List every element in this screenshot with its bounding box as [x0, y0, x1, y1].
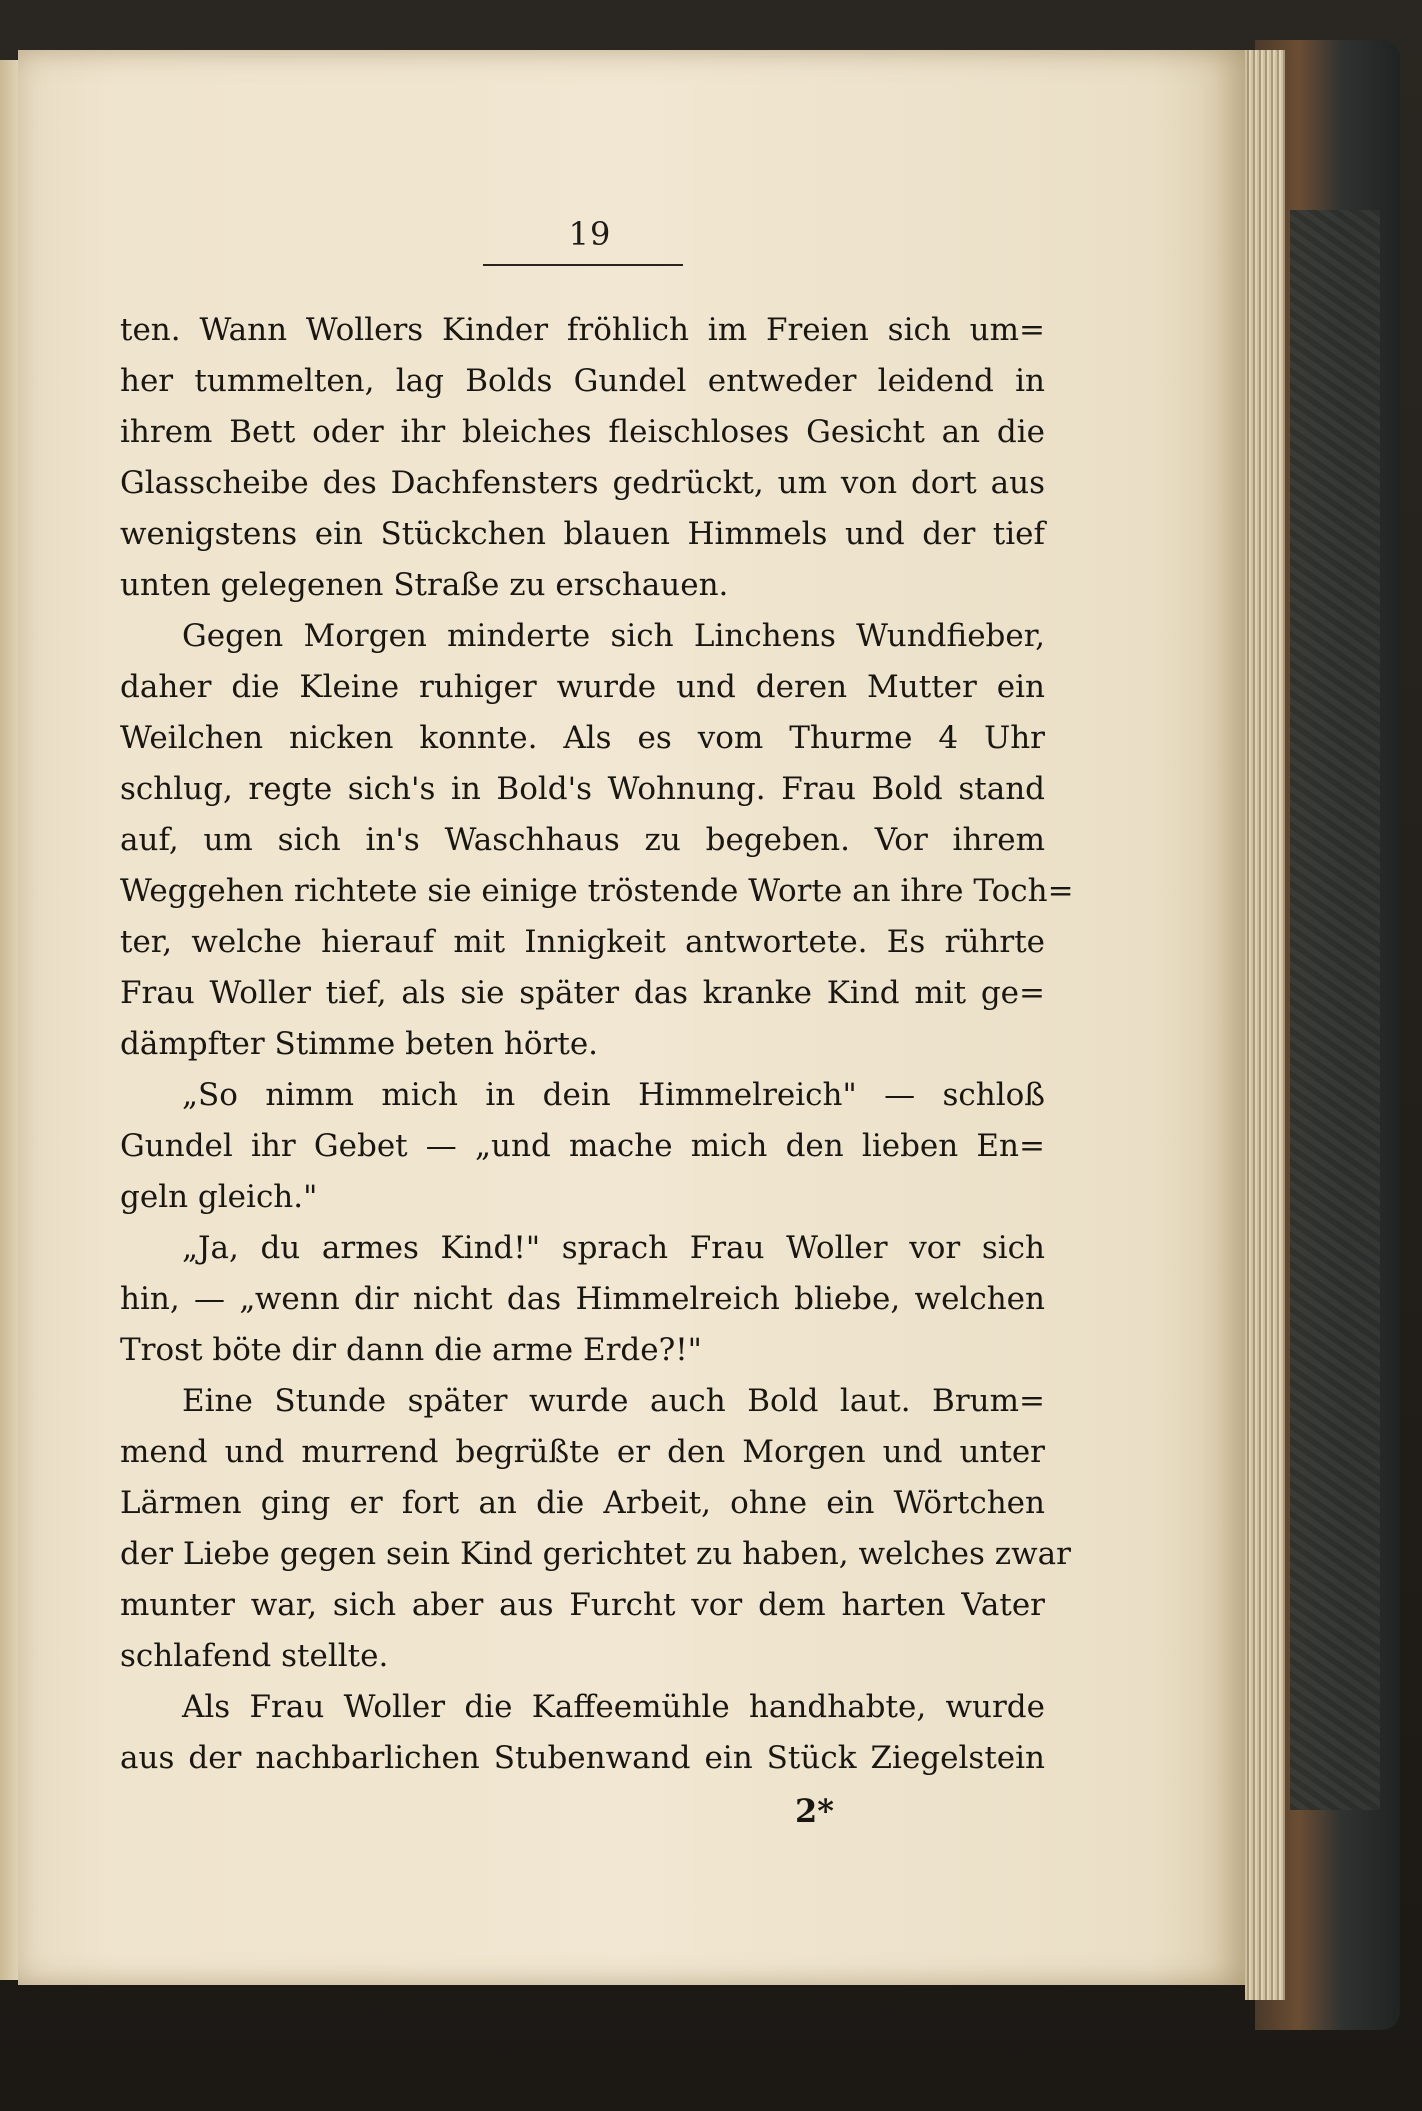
- text-line: unten gelegenen Straße zu erschauen.: [120, 567, 729, 603]
- text-line: munter war, sich aber aus Furcht vor dem harten Vater: [120, 1587, 1045, 1623]
- text-line: dämpfter Stimme beten hörte.: [120, 1026, 599, 1062]
- text-line: Als Frau Woller die Kaffeemühle handhabte, wurde: [182, 1689, 1045, 1725]
- text-line: Weilchen nicken konnte. Als es vom Thurme 4 Uhr: [120, 720, 1045, 756]
- text-line: auf, um sich in's Waschhaus zu begeben. Vor ihrem: [120, 822, 1045, 858]
- text-line: mend und murrend begrüßte er den Morgen und unter: [120, 1434, 1045, 1470]
- text-line: daher die Kleine ruhiger wurde und deren Mutter ein: [120, 669, 1045, 705]
- text-line: der Liebe gegen sein Kind gerichtet zu haben, welches zwar: [120, 1536, 1071, 1572]
- text-line: Glasscheibe des Dachfensters gedrückt, um von dort aus: [120, 465, 1045, 501]
- text-line: schlafend stellte.: [120, 1638, 389, 1674]
- text-line: Weggehen richtete sie einige tröstende Worte an ihre Toch=: [120, 873, 1074, 909]
- text-line: Trost böte dir dann die arme Erde?!": [120, 1332, 702, 1368]
- text-line: ter, welche hierauf mit Innigkeit antwortete. Es rührte: [120, 924, 1045, 960]
- text-line: wenigstens ein Stückchen blauen Himmels und der tief: [120, 516, 1045, 552]
- text-line: ihrem Bett oder ihr bleiches fleischloses Gesicht an die: [120, 414, 1045, 450]
- text-line: geln gleich.": [120, 1179, 318, 1215]
- text-line: her tummelten, lag Bolds Gundel entweder leidend in: [120, 363, 1045, 399]
- text-line: schlug, regte sich's in Bold's Wohnung. Frau Bold stand: [120, 771, 1045, 807]
- body-text: [120, 305, 1074, 1784]
- header-rule: [483, 264, 683, 266]
- text-line: Gundel ihr Gebet — „und mache mich den lieben En=: [120, 1128, 1045, 1164]
- text-line: Lärmen ging er fort an die Arbeit, ohne ein Wörtchen: [120, 1485, 1045, 1521]
- text-line: aus der nachbarlichen Stubenwand ein Stück Ziegelstein: [120, 1740, 1045, 1776]
- text-line: „Ja, du armes Kind!" sprach Frau Woller vor sich: [182, 1230, 1045, 1266]
- text-line: Gegen Morgen minderte sich Linchens Wundfieber,: [182, 618, 1045, 654]
- text-line: „So nimm mich in dein Himmelreich" — schloß: [182, 1077, 1045, 1113]
- text-line: Eine Stunde später wurde auch Bold laut. Brum=: [182, 1383, 1045, 1419]
- text-line: Frau Woller tief, als sie später das kranke Kind mit ge=: [120, 975, 1045, 1011]
- text-line: ten. Wann Wollers Kinder fröhlich im Freien sich um=: [120, 312, 1045, 348]
- book-cover-texture: [1290, 210, 1380, 1810]
- page-edges: [1245, 50, 1285, 2000]
- page-number: 19: [568, 215, 612, 253]
- printer-signature-mark: 2*: [795, 1792, 834, 1830]
- text-line: hin, — „wenn dir nicht das Himmelreich bliebe, welchen: [120, 1281, 1045, 1317]
